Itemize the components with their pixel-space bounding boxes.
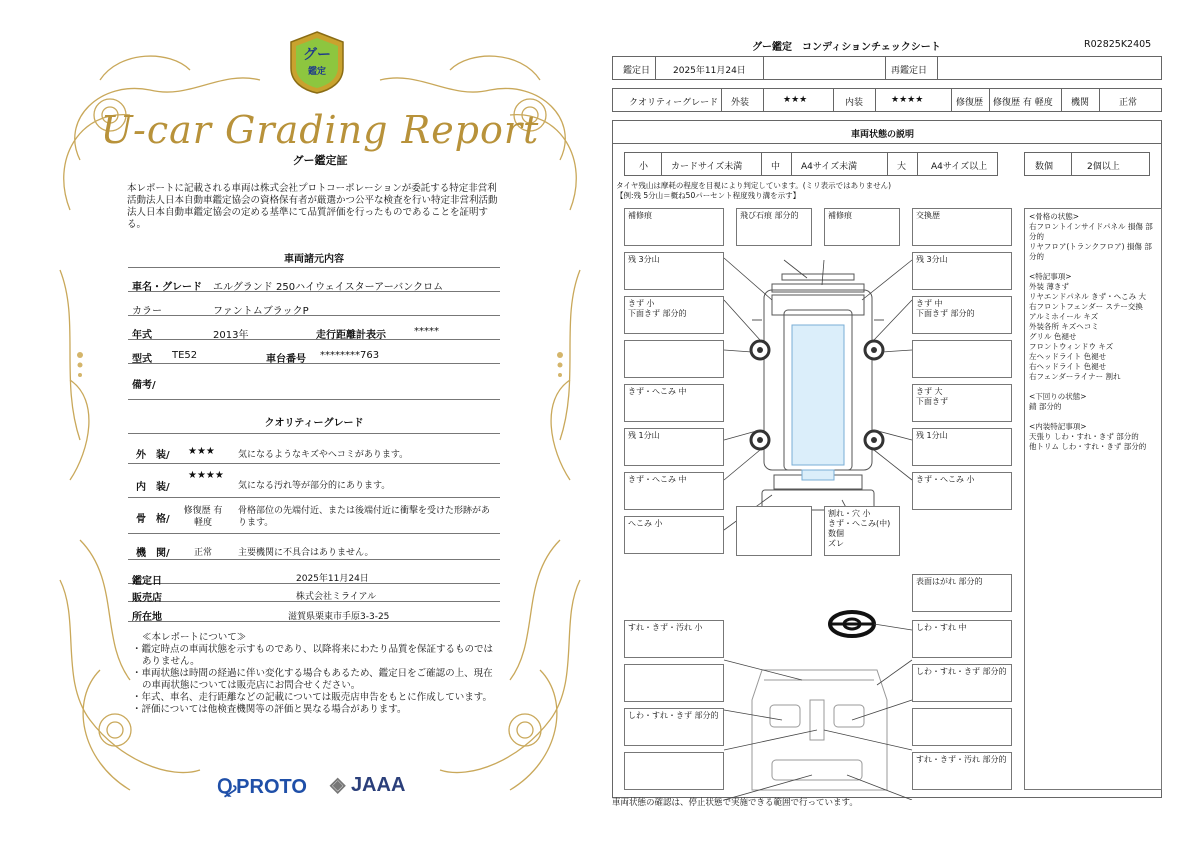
- certificate-title: グー鑑定証: [292, 154, 348, 167]
- note-line: リヤエンドパネル きず・へこみ 大: [1029, 292, 1146, 301]
- legend-small: 小: [639, 162, 649, 172]
- footer-note: 車両状態の確認は、停止状態で実施できる範囲で行っています。: [612, 798, 858, 808]
- note-line: 右フロントフェンダー ステー交換: [1029, 302, 1143, 311]
- shop-value: 株式会社ミライアル: [296, 592, 377, 602]
- exterior-desc: 気になるようなキズやヘコミがあります。: [238, 450, 409, 460]
- interior-label: 内 装/: [136, 482, 170, 493]
- address-label: 所在地: [132, 612, 162, 623]
- chassis-value: ********763: [320, 350, 380, 361]
- legend-medium: 中: [771, 162, 781, 172]
- jaaa-logo: [330, 772, 405, 797]
- report-notes: [130, 632, 500, 716]
- vehicle-spec-table: [128, 248, 500, 628]
- count-label: 数個: [1035, 162, 1054, 172]
- int-label: 内装: [845, 98, 864, 108]
- legend-large-desc: A4サイズ以上: [931, 162, 988, 172]
- proto-logo-text: PROTO: [236, 776, 307, 798]
- note-line: 外装 薄きず: [1029, 282, 1069, 291]
- mileage-label: 走行距離計表示: [316, 330, 386, 341]
- annotation-left-door-front: [624, 340, 724, 378]
- ext-value: ★★★: [783, 95, 808, 105]
- address-value: 滋賀県栗東市手原3-3-25: [288, 612, 390, 622]
- legend-small-desc: カードサイズ未満: [671, 162, 743, 172]
- note-line: <特記事項>: [1029, 272, 1072, 281]
- annotation-tire-rr: 残 1分山: [912, 428, 1012, 466]
- jaaa-logo-text: JAAA: [350, 774, 406, 796]
- legend-medium-desc: A4サイズ未満: [801, 162, 858, 172]
- annotation-front-bumper-right: 補修痕: [824, 208, 900, 246]
- annotation-left-fender: きず 小 下面きず 部分的: [624, 296, 724, 334]
- annotation-front-bumper-left: 飛び石痕 部分的: [736, 208, 812, 246]
- chassis-label: 車台番号: [266, 354, 306, 365]
- note-item: ・鑑定時点の車両状態を示すものであり、以降将来にわたり品質を保証するものではありません。: [132, 644, 494, 667]
- legend-large: 大: [897, 162, 907, 172]
- annotation-left-door-rear: きず・へこみ 中: [624, 384, 724, 422]
- note-line: フロントウィンドウ キズ: [1029, 342, 1114, 351]
- note-line: リヤフロア(トランクフロア) 損傷 部分的: [1029, 242, 1152, 261]
- condition-check-sheet: [612, 30, 1164, 820]
- engine-desc: 主要機関に不具合はありません。: [238, 548, 374, 558]
- interior-desc: 気になる汚れ等が部分的にあります。: [238, 481, 391, 491]
- annotation-tire-fl: 残 3分山: [624, 252, 724, 290]
- annotation-interior-back-right: すれ・きず・汚れ 部分的: [912, 752, 1012, 790]
- year-value: 2013年: [213, 330, 249, 341]
- annotation-interior-front-right: しわ・すれ 中: [912, 620, 1012, 658]
- year-label: 年式: [132, 330, 152, 341]
- sheet-title: グー鑑定 コンディションチェックシート: [752, 42, 941, 53]
- note-item: ・評価については他検査機関等の評価と異なる場合があります。: [132, 704, 407, 715]
- engine-label: 機 関/: [136, 548, 170, 559]
- appraisal-date-value: 2025年11月24日: [296, 574, 369, 584]
- note-line: 右ヘッドライト 色褪せ: [1029, 362, 1107, 371]
- status-title: 車両状態の説明: [851, 130, 915, 140]
- annotation-interior-rear-right: [912, 708, 1012, 746]
- remarks-label: 備考/: [132, 380, 156, 391]
- frame-desc: 骨格部位の先端付近、または後端付近に衝撃を受けた形跡があります。: [238, 506, 491, 528]
- grade-row: [612, 88, 1162, 112]
- note-line: 右フロントインサイドパネル 損傷 部分的: [1029, 222, 1153, 241]
- engine-value: 正常: [194, 548, 213, 558]
- annotation-front-right: 交換歴: [912, 208, 1012, 246]
- proto-logo-icon: Ꝙ: [217, 776, 237, 798]
- annotation-rear-bumper: 割れ・穴 小 きず・へこみ(中) 数個 ズレ: [824, 506, 900, 556]
- proto-logo: [217, 772, 307, 799]
- grading-report-certificate: [40, 20, 600, 820]
- annotation-interior-mid-left: [624, 664, 724, 702]
- note-line: <下回りの状態>: [1029, 392, 1087, 401]
- mileage-value: *****: [414, 326, 439, 337]
- frame-value: 修復歴 有 軽度: [183, 506, 223, 528]
- interior-stars: ★★★★: [188, 470, 224, 481]
- note-line: <骨格の状態>: [1029, 212, 1080, 221]
- color-value: ファントムブラックP: [213, 306, 309, 317]
- spec-section-title: 車両諸元内容: [284, 254, 344, 265]
- badge-line2: 鑑定: [307, 67, 326, 77]
- jaaa-logo-icon: ◈: [330, 774, 351, 796]
- note-line: 天張り しわ・すれ・きず 部分的: [1029, 432, 1139, 441]
- annotation-tire-rl: 残 1分山: [624, 428, 724, 466]
- note-item: ・年式、車名、走行距離などの記載については販売店申告をもとに作成しています。: [132, 692, 493, 703]
- engine-label: 機関: [1071, 98, 1090, 108]
- date-value: 2025年11月24日: [673, 66, 746, 76]
- status-title-bar: [612, 120, 1162, 144]
- note-line: 錆 部分的: [1029, 402, 1062, 411]
- type-label: 型式: [132, 354, 152, 365]
- ext-label: 外装: [731, 98, 750, 108]
- annotation-right-quarter: きず・へこみ 小: [912, 472, 1012, 510]
- quality-section-title: クオリティーグレード: [264, 418, 364, 429]
- badge-line1: グー: [303, 47, 331, 63]
- annotation-rear-center: [736, 506, 812, 556]
- tire-example: 【例:残 5分山＝概ね50パーセント程度残り溝を示す】: [616, 191, 801, 200]
- note-line: アルミホイール キズ: [1029, 312, 1099, 321]
- note-line: 左ヘッドライト 色褪せ: [1029, 352, 1107, 361]
- tire-note: タイヤ残山は摩耗の程度を目視により判定しています。(ミリ表示ではありません): [616, 181, 892, 190]
- exterior-label: 外 装/: [136, 450, 170, 461]
- annotation-interior-front-left: すれ・きず・汚れ 小: [624, 620, 724, 658]
- count-value: 2個以上: [1087, 162, 1120, 172]
- grade-label: クオリティーグレード: [629, 98, 719, 108]
- annotation-interior-back-left: [624, 752, 724, 790]
- note-line: 右フェンダーライナー 割れ: [1029, 372, 1121, 381]
- annotation-interior-mid-right: しわ・すれ・きず 部分的: [912, 664, 1012, 702]
- report-id: R02825K2405: [1084, 39, 1152, 50]
- annotation-interior-rear-left: しわ・すれ・きず 部分的: [624, 708, 724, 746]
- size-legend: [624, 152, 998, 176]
- color-label: カラー: [132, 306, 162, 317]
- notes-heading: ≪本レポートについて≫: [142, 632, 247, 643]
- note-line: グリル 色褪せ: [1029, 332, 1077, 341]
- appraisal-date-label: 鑑定日: [132, 576, 162, 587]
- count-legend: [1024, 152, 1150, 176]
- annotation-right-door-rear: きず 大 下面きず: [912, 384, 1012, 422]
- annotation-steering: 表面はがれ 部分的: [912, 574, 1012, 612]
- annotation-tire-fr: 残 3分山: [912, 252, 1012, 290]
- repair-label: 修復歴: [956, 98, 984, 108]
- certificate-body: 本レポートに記載される車両は株式会社プロトコーポレーションが委託する特定非営利活動法人日本自動車鑑定協会の資格保有者が厳選かつ公平な検査を行い特定非営利活動法人日本自動車鑑定協会の定める基準にて品質評価を行ったものであることを証明する。: [127, 183, 498, 230]
- repair-value: 修復歴 有 軽度: [993, 98, 1053, 108]
- exterior-stars: ★★★: [188, 446, 215, 457]
- recheck-label: 再鑑定日: [891, 66, 928, 76]
- date-row: [612, 56, 1162, 80]
- annotation-left-quarter: きず・へこみ 中: [624, 472, 724, 510]
- note-line: <内装特記事項>: [1029, 422, 1087, 431]
- annotation-front-left: 補修痕: [624, 208, 724, 246]
- type-value: TE52: [172, 350, 198, 361]
- annotation-right-fender: きず 中 下面きず 部分的: [912, 296, 1012, 334]
- int-value: ★★★★: [891, 95, 924, 105]
- condition-notes: [1024, 208, 1162, 790]
- frame-label: 骨 格/: [136, 514, 170, 525]
- steering-wheel-icon: [830, 612, 874, 636]
- shop-label: 販売店: [132, 593, 162, 604]
- annotation-rear-left: へこみ 小: [624, 516, 724, 554]
- note-line: 外装各所 キズヘコミ: [1029, 322, 1099, 331]
- model-value: エルグランド 250ハイウェイスターアーバンクロム: [213, 282, 444, 293]
- annotation-right-door-front: [912, 340, 1012, 378]
- date-label: 鑑定日: [623, 66, 651, 76]
- model-label: 車名・グレード: [132, 282, 202, 293]
- report-title: U-car Grading Report: [100, 108, 540, 152]
- note-line: 他トリム しわ・すれ・きず 部分的: [1029, 442, 1147, 451]
- note-item: ・車両状態は時間の経過に伴い変化する場合もあるため、鑑定日をご確認の上、現在の車両状態については販売店にお問合せください。: [132, 668, 493, 691]
- engine-value: 正常: [1119, 98, 1138, 108]
